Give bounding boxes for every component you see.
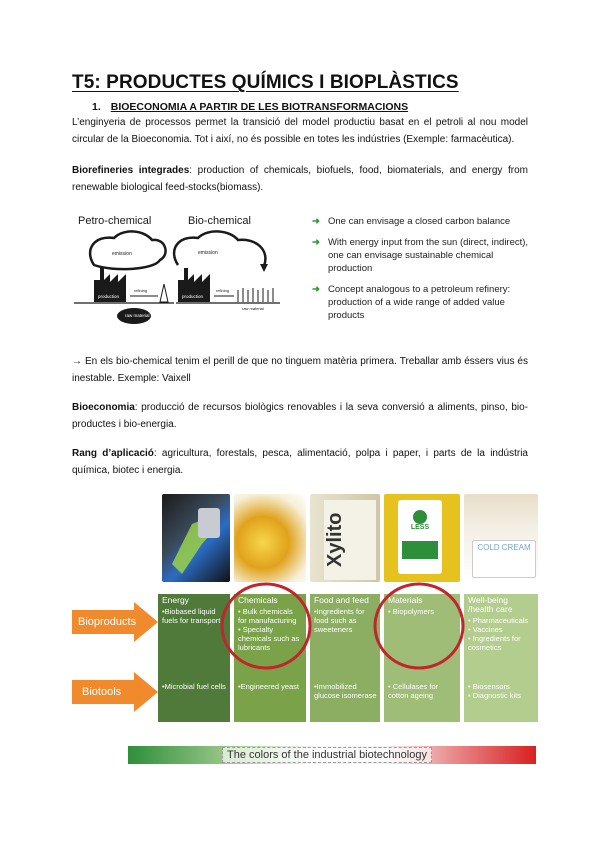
- refinery-diagram: [74, 210, 280, 328]
- page-title: T5: PRODUCTES QUÍMICS I BIOPLÀSTICS: [72, 72, 459, 93]
- petro-chemical-label: Petro-chemical: [78, 215, 152, 227]
- column-biotools: • Biosensors • Diagnostic kits: [468, 682, 522, 700]
- biotools-tag: Biotools: [82, 686, 122, 698]
- column-bioproducts: • Biopolymers: [388, 607, 434, 616]
- column-header: Food and feed: [314, 595, 369, 605]
- materials-highlight-circle: [375, 584, 463, 668]
- bio-chemical-label: Bio-chemical: [188, 215, 251, 227]
- highlight-circles: [72, 494, 542, 770]
- column-bioproducts: •Biobased liquid fuels for transport: [162, 607, 221, 625]
- column-bioproducts: • Pharmaceuticals • Vaccines • Ingredients for cosmetics: [468, 616, 529, 652]
- column-biotools: •Engineered yeast: [238, 682, 299, 691]
- column-biotools: • Cellulases for cotton ageing: [388, 682, 439, 700]
- rang-paragraph: [72, 446, 528, 479]
- bio-raw-material-label: raw material: [242, 306, 264, 311]
- section-number: 1.: [92, 101, 101, 113]
- bullet-item: [312, 215, 534, 228]
- column-biotools: •Immobilized glucose isomerase: [314, 682, 377, 700]
- note-paragraph: → En els bio-chemical tenim el perill de que no tinguem matèria primera. Treballar amb éssers vius és inestable. Exemple: Vaixell: [72, 356, 528, 384]
- column-bioproducts: •Ingredients for food such as sweeteners: [314, 607, 365, 634]
- bioeconomia-text: : producció de recursos biològics renovables i la seva conversió a aliments, pinso, bio-productes i bio-energia.: [72, 402, 528, 430]
- refinery-diagram-svg: [74, 210, 280, 328]
- bullet-text: Concept analogous to a petroleum refinery: production of a wide range of added value products: [327, 284, 511, 321]
- bio-production-label: production: [182, 294, 204, 299]
- column-header: Energy: [162, 595, 189, 605]
- rang-text: : agricultura, forestals, pesca, alimentació, polpa i paper, i parts de la indústria química, biotec i energia.: [72, 448, 528, 476]
- green-arrow-icon: ➜: [312, 216, 320, 227]
- biorefineries-term: Biorefineries integrades: [72, 165, 190, 176]
- petro-production-label: production: [98, 294, 120, 299]
- bullet-text: With energy input from the sun (direct, indirect), one can envisage sustainable chemical production: [327, 237, 529, 274]
- biorefineries-text: : production of chemicals, biofuels, food, biomaterials, and energy from renewable biological feed-stocks(biomass).: [72, 165, 529, 193]
- diagram-bullets: [312, 215, 534, 330]
- petro-emission-label: emission: [112, 251, 132, 257]
- green-arrow-icon: ➜: [312, 237, 320, 248]
- bio-emission-label: emission: [198, 250, 218, 256]
- infographic-footer: The colors of the industrial biotechnology: [222, 747, 432, 763]
- rang-term: Rang d’aplicació: [72, 448, 154, 459]
- column-biotools: •Microbial fuel cells: [162, 682, 226, 691]
- raw-material-label: raw material: [125, 313, 150, 318]
- column-bioproducts: • Bulk chemicals for manufacturing • Specialty chemicals such as lubricants: [238, 607, 300, 652]
- xylitol-label: Xylito: [324, 500, 376, 580]
- industrial-biotech-infographic: [72, 494, 542, 770]
- bioeconomia-term: Bioeconomia: [72, 402, 135, 413]
- section-title: BIOECONOMIA A PARTIR DE LES BIOTRANSFORMACIONS: [110, 101, 409, 113]
- column-header: Materials: [388, 595, 423, 605]
- bioeconomia-paragraph: [72, 400, 528, 433]
- bioproducts-tag: Bioproducts: [78, 616, 137, 628]
- column-header: Well-being /health care: [468, 595, 513, 614]
- green-arrow-icon: ➜: [312, 284, 320, 295]
- petro-refining-label: refining: [134, 288, 148, 293]
- intro-paragraph: L’enginyeria de processos permet la transició del model productiu basat en el petroli al nou model circular de la Bioeconomia. Tot i així, no és possible en totes les indústries (Exemple: farmacèutica).: [72, 117, 528, 145]
- bio-refining-label: refining: [216, 288, 230, 293]
- bullet-text: One can envisage a closed carbon balance: [327, 216, 511, 227]
- bullet-item: [312, 283, 534, 322]
- column-header: Chemicals: [238, 595, 278, 605]
- bullet-item: [312, 236, 534, 275]
- section-heading: [92, 101, 408, 113]
- biorefineries-paragraph: [72, 163, 528, 196]
- cold-cream-label: COLD CREAM: [472, 540, 536, 578]
- chemicals-highlight-circle: [222, 584, 310, 668]
- less-label: LESS: [410, 524, 430, 531]
